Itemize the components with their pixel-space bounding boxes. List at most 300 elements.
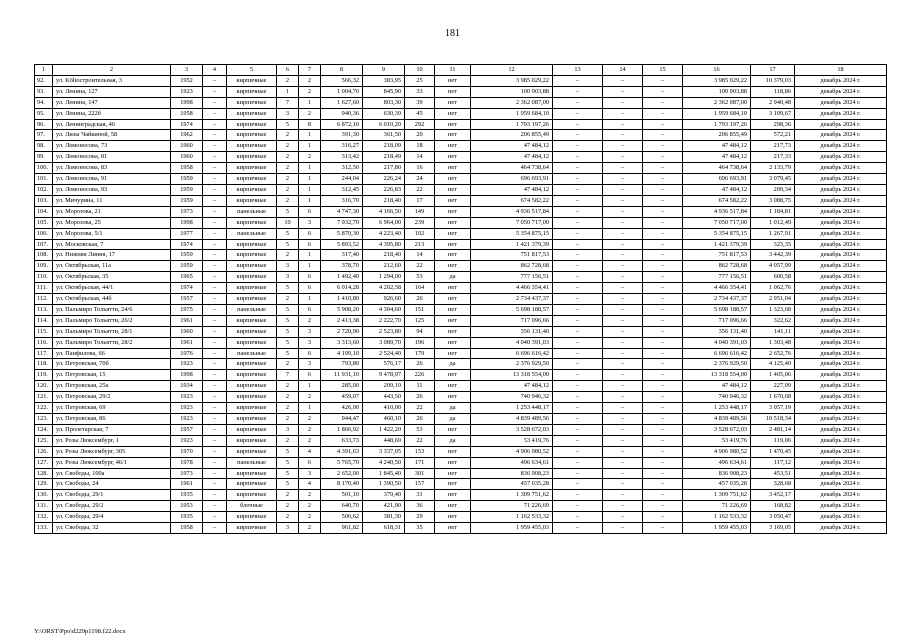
- table-cell: 940,36: [321, 108, 363, 119]
- table-cell: 6: [299, 239, 321, 250]
- table-cell: 1923: [171, 392, 203, 403]
- table-cell: 836 908,23: [471, 468, 553, 479]
- table-cell: 313,42: [321, 152, 363, 163]
- table-cell: –: [553, 468, 603, 479]
- table-cell: нет: [435, 294, 471, 305]
- table-cell: –: [643, 108, 683, 119]
- table-cell: 2 413,38: [321, 315, 363, 326]
- table-cell: кирпичные: [227, 86, 277, 97]
- table-cell: –: [643, 130, 683, 141]
- table-cell: 123.: [35, 414, 53, 425]
- table-row: [35, 163, 887, 174]
- table-cell: –: [553, 523, 603, 534]
- table-cell: –: [643, 228, 683, 239]
- table-cell: 576,17: [363, 359, 405, 370]
- table-cell: декабрь 2024 г.: [795, 294, 887, 305]
- table-cell: 14: [405, 152, 435, 163]
- table-cell: декабрь 2024 г.: [795, 381, 887, 392]
- table-cell: 1 253 448,17: [471, 403, 553, 414]
- table-cell: декабрь 2024 г.: [795, 337, 887, 348]
- table-cell: 1958: [171, 108, 203, 119]
- table-cell: –: [553, 381, 603, 392]
- table-cell: 3 442,39: [751, 250, 795, 261]
- table-cell: 5: [277, 239, 299, 250]
- table-cell: –: [603, 523, 643, 534]
- table-cell: –: [553, 512, 603, 523]
- table-cell: 1977: [171, 228, 203, 239]
- table-cell: 3: [299, 217, 321, 228]
- table-cell: 316,27: [321, 141, 363, 152]
- table-cell: 116.: [35, 337, 53, 348]
- table-cell: 1: [299, 195, 321, 206]
- table-cell: 3: [299, 326, 321, 337]
- table-cell: –: [643, 163, 683, 174]
- table-cell: 356 131,40: [683, 326, 751, 337]
- table-cell: ул. Költостроительная, 3: [53, 75, 171, 86]
- table-cell: 453,51: [751, 468, 795, 479]
- table-cell: 45: [405, 108, 435, 119]
- table-cell: 112.: [35, 294, 53, 305]
- table-cell: кирпичные: [227, 195, 277, 206]
- table-cell: 9 478,97: [363, 370, 405, 381]
- table-cell: 1935: [171, 512, 203, 523]
- table-cell: –: [553, 108, 603, 119]
- table-cell: декабрь 2024 г.: [795, 446, 887, 457]
- table-cell: –: [603, 304, 643, 315]
- table-cell: 171: [405, 457, 435, 468]
- table-cell: кирпичные: [227, 512, 277, 523]
- table-cell: –: [553, 119, 603, 130]
- table-cell: 3: [277, 523, 299, 534]
- table-cell: 751 817,53: [683, 250, 751, 261]
- table-cell: –: [203, 512, 227, 523]
- table-row: [35, 359, 887, 370]
- table-cell: панельные: [227, 206, 277, 217]
- table-cell: 217,80: [363, 163, 405, 174]
- table-cell: 217,33: [751, 152, 795, 163]
- table-cell: 674 582,22: [683, 195, 751, 206]
- table-cell: декабрь 2024 г.: [795, 86, 887, 97]
- table-cell: 4 199,10: [321, 348, 363, 359]
- table-cell: 31: [405, 490, 435, 501]
- table-cell: 421,90: [363, 501, 405, 512]
- table-cell: 95.: [35, 108, 53, 119]
- column-number-cell: 2: [53, 65, 171, 76]
- table-cell: 1: [299, 261, 321, 272]
- table-cell: 47 484,12: [471, 381, 553, 392]
- table-row: [35, 206, 887, 217]
- table-cell: 1976: [171, 348, 203, 359]
- table-cell: ул. Петровская, 15: [53, 370, 171, 381]
- table-cell: 92.: [35, 75, 53, 86]
- table-cell: панельные: [227, 457, 277, 468]
- table-cell: –: [643, 304, 683, 315]
- table-cell: декабрь 2024 г.: [795, 130, 887, 141]
- table-cell: 460,10: [363, 414, 405, 425]
- table-cell: –: [643, 239, 683, 250]
- table-cell: кирпичные: [227, 294, 277, 305]
- table-cell: 99.: [35, 152, 53, 163]
- table-cell: –: [553, 206, 603, 217]
- table-cell: ул. Свободы, 29/4: [53, 512, 171, 523]
- table-cell: 600,58: [751, 272, 795, 283]
- table-cell: –: [603, 381, 643, 392]
- table-cell: –: [643, 261, 683, 272]
- table-cell: декабрь 2024 г.: [795, 435, 887, 446]
- table-cell: 316,70: [321, 195, 363, 206]
- table-cell: 4 304,60: [363, 304, 405, 315]
- table-cell: –: [553, 97, 603, 108]
- table-cell: 24: [405, 174, 435, 185]
- table-cell: 3: [299, 337, 321, 348]
- table-cell: 410,00: [363, 403, 405, 414]
- table-cell: –: [603, 392, 643, 403]
- table-cell: –: [603, 97, 643, 108]
- table-cell: кирпичные: [227, 435, 277, 446]
- table-cell: 2: [277, 381, 299, 392]
- table-cell: –: [553, 490, 603, 501]
- table-cell: 226,83: [363, 184, 405, 195]
- table-cell: –: [203, 392, 227, 403]
- table-cell: кирпичные: [227, 283, 277, 294]
- table-cell: нет: [435, 174, 471, 185]
- table-row: [35, 435, 887, 446]
- table-cell: кирпичные: [227, 490, 277, 501]
- table-cell: нет: [435, 501, 471, 512]
- table-cell: 1 959 684,10: [683, 108, 751, 119]
- table-cell: 2: [299, 315, 321, 326]
- table-cell: –: [203, 414, 227, 425]
- table-cell: 96.: [35, 119, 53, 130]
- table-cell: 244,04: [321, 174, 363, 185]
- table-cell: 6: [299, 228, 321, 239]
- table-cell: 1 470,45: [751, 446, 795, 457]
- table-cell: да: [435, 414, 471, 425]
- table-cell: 53 419,76: [471, 435, 553, 446]
- table-cell: –: [643, 468, 683, 479]
- table-cell: 4 040 391,03: [683, 337, 751, 348]
- table-cell: 4 125,40: [751, 359, 795, 370]
- table-cell: 97.: [35, 130, 53, 141]
- table-cell: нет: [435, 370, 471, 381]
- table-cell: 26: [405, 392, 435, 403]
- table-cell: 1: [299, 97, 321, 108]
- table-cell: 5 765,70: [321, 457, 363, 468]
- table-cell: 239: [405, 217, 435, 228]
- document-file-path: Y:\ORST\Ppo\d229p1198.f22.docx: [34, 628, 126, 635]
- table-cell: да: [435, 435, 471, 446]
- table-cell: 130.: [35, 490, 53, 501]
- table-cell: 1960: [171, 141, 203, 152]
- table-cell: 4 906 980,52: [683, 446, 751, 457]
- table-cell: 1978: [171, 457, 203, 468]
- table-cell: 5 354 875,15: [683, 228, 751, 239]
- table-cell: 464 738,64: [471, 163, 553, 174]
- table-cell: кирпичные: [227, 424, 277, 435]
- table-cell: –: [603, 239, 643, 250]
- table-cell: 218,40: [363, 195, 405, 206]
- table-cell: 379,40: [363, 490, 405, 501]
- table-row: [35, 75, 887, 86]
- table-cell: 4 747,30: [321, 206, 363, 217]
- table-cell: 2: [277, 250, 299, 261]
- table-cell: декабрь 2024 г.: [795, 348, 887, 359]
- table-cell: 26: [405, 359, 435, 370]
- column-number-cell: 3: [171, 65, 203, 76]
- table-cell: 7: [277, 370, 299, 381]
- table-cell: 1 959 455,03: [471, 523, 553, 534]
- table-cell: 1 309 751,62: [683, 490, 751, 501]
- table-cell: декабрь 2024 г.: [795, 304, 887, 315]
- table-cell: 2: [277, 195, 299, 206]
- table-cell: 1 492,40: [321, 272, 363, 283]
- table-cell: 11: [405, 381, 435, 392]
- table-cell: –: [203, 435, 227, 446]
- table-cell: 2 524,40: [363, 348, 405, 359]
- table-row: [35, 217, 887, 228]
- table-cell: 323,35: [751, 239, 795, 250]
- table-cell: 1952: [171, 75, 203, 86]
- table-cell: ул. Ленина, 147: [53, 97, 171, 108]
- table-cell: –: [203, 75, 227, 86]
- table-cell: 1923: [171, 86, 203, 97]
- table-cell: 4 839 489,56: [683, 414, 751, 425]
- table-row: [35, 348, 887, 359]
- table-cell: –: [603, 250, 643, 261]
- table-cell: 1959: [171, 195, 203, 206]
- table-cell: ул. Ленина, 222б: [53, 108, 171, 119]
- table-cell: –: [203, 261, 227, 272]
- table-cell: 53: [405, 272, 435, 283]
- table-cell: кирпичные: [227, 359, 277, 370]
- table-cell: –: [203, 359, 227, 370]
- table-cell: кирпичные: [227, 414, 277, 425]
- table-cell: 53 419,76: [683, 435, 751, 446]
- table-cell: нет: [435, 512, 471, 523]
- table-cell: 381,30: [363, 512, 405, 523]
- column-number-cell: 5: [227, 65, 277, 76]
- table-cell: –: [643, 206, 683, 217]
- table-cell: 151: [405, 304, 435, 315]
- table-cell: –: [553, 326, 603, 337]
- table-cell: 1: [299, 403, 321, 414]
- table-cell: 101.: [35, 174, 53, 185]
- table-cell: 6 014,28: [321, 283, 363, 294]
- table-cell: 110.: [35, 272, 53, 283]
- table-cell: 630,39: [363, 108, 405, 119]
- table-cell: 10: [277, 217, 299, 228]
- table-cell: 5: [277, 479, 299, 490]
- table-cell: декабрь 2024 г.: [795, 75, 887, 86]
- table-cell: 5: [277, 457, 299, 468]
- table-cell: 3 528 672,03: [683, 424, 751, 435]
- table-cell: 717 096,66: [683, 315, 751, 326]
- table-cell: –: [553, 479, 603, 490]
- table-cell: 107.: [35, 239, 53, 250]
- table-cell: 1957: [171, 294, 203, 305]
- table-cell: –: [203, 424, 227, 435]
- table-cell: ул. Ломоносова, 91: [53, 174, 171, 185]
- table-cell: 312,50: [321, 163, 363, 174]
- table-cell: 3: [277, 272, 299, 283]
- table-cell: декабрь 2024 г.: [795, 523, 887, 534]
- table-cell: ул. Морозова, 5/1: [53, 228, 171, 239]
- table-cell: 6 964,00: [363, 217, 405, 228]
- table-cell: 2: [277, 359, 299, 370]
- table-cell: –: [203, 174, 227, 185]
- table-cell: ул. Пролетарская, 7: [53, 424, 171, 435]
- table-cell: 5 870,30: [321, 228, 363, 239]
- table-cell: декабрь 2024 г.: [795, 272, 887, 283]
- table-cell: 196: [405, 337, 435, 348]
- table-cell: –: [203, 119, 227, 130]
- table-cell: 128.: [35, 468, 53, 479]
- table-cell: –: [203, 479, 227, 490]
- table-cell: 209,34: [751, 184, 795, 195]
- table-cell: 4 936 517,84: [471, 206, 553, 217]
- table-cell: 22: [405, 184, 435, 195]
- table-cell: –: [553, 75, 603, 86]
- table-cell: –: [643, 479, 683, 490]
- table-cell: ул. Свободы, 29/1: [53, 490, 171, 501]
- table-row: [35, 501, 887, 512]
- table-cell: ул. Ленина, 127: [53, 86, 171, 97]
- table-cell: декабрь 2024 г.: [795, 457, 887, 468]
- table-cell: 777 156,51: [471, 272, 553, 283]
- table-cell: 13 318 554,00: [471, 370, 553, 381]
- table-cell: 1 012,49: [751, 217, 795, 228]
- column-number-cell: 12: [471, 65, 553, 76]
- table-cell: 2: [277, 403, 299, 414]
- table-cell: 22: [405, 261, 435, 272]
- table-cell: кирпичные: [227, 403, 277, 414]
- table-cell: 206 855,49: [683, 130, 751, 141]
- table-cell: кирпичные: [227, 479, 277, 490]
- table-cell: нет: [435, 228, 471, 239]
- table-cell: –: [553, 348, 603, 359]
- table-cell: нет: [435, 163, 471, 174]
- table-cell: 218,09: [363, 141, 405, 152]
- table-cell: 3 089,70: [363, 337, 405, 348]
- table-cell: 1 294,00: [363, 272, 405, 283]
- table-cell: –: [603, 490, 643, 501]
- table-cell: 1: [299, 174, 321, 185]
- table-cell: 3 985 029,22: [471, 75, 553, 86]
- table-cell: 1 004,70: [321, 86, 363, 97]
- table-cell: 2: [277, 75, 299, 86]
- table-cell: 11 931,10: [321, 370, 363, 381]
- table-row: [35, 479, 887, 490]
- table-cell: 227,09: [751, 381, 795, 392]
- table-cell: 2 222,70: [363, 315, 405, 326]
- table-cell: ул. Нижняя Линия, 17: [53, 250, 171, 261]
- table-cell: 1959: [171, 174, 203, 185]
- table-cell: декабрь 2024 г.: [795, 283, 887, 294]
- table-cell: 633,73: [321, 435, 363, 446]
- table-cell: 98.: [35, 141, 53, 152]
- table-cell: –: [553, 272, 603, 283]
- table-cell: 3: [299, 468, 321, 479]
- table-cell: нет: [435, 108, 471, 119]
- table-cell: 6 696 616,42: [683, 348, 751, 359]
- table-cell: нет: [435, 250, 471, 261]
- table-cell: 1923: [171, 414, 203, 425]
- table-cell: 126.: [35, 446, 53, 457]
- table-cell: кирпичные: [227, 315, 277, 326]
- table-cell: –: [603, 272, 643, 283]
- table-cell: 1: [299, 130, 321, 141]
- table-cell: 1960: [171, 326, 203, 337]
- table-cell: –: [203, 523, 227, 534]
- table-cell: 1998: [171, 97, 203, 108]
- table-cell: 2: [299, 414, 321, 425]
- table-cell: –: [603, 108, 643, 119]
- table-cell: 217,73: [751, 141, 795, 152]
- table-cell: нет: [435, 348, 471, 359]
- table-cell: нет: [435, 479, 471, 490]
- table-cell: декабрь 2024 г.: [795, 239, 887, 250]
- table-cell: 129.: [35, 479, 53, 490]
- table-cell: нет: [435, 152, 471, 163]
- table-cell: да: [435, 403, 471, 414]
- table-row: [35, 446, 887, 457]
- table-cell: 6: [299, 370, 321, 381]
- table-cell: 2 720,90: [321, 326, 363, 337]
- table-cell: ул. Пальмиро Тольятти, 26/2: [53, 315, 171, 326]
- table-cell: декабрь 2024 г.: [795, 490, 887, 501]
- table-cell: кирпичные: [227, 337, 277, 348]
- table-cell: 1 062,76: [751, 283, 795, 294]
- table-cell: 1 421 379,39: [683, 239, 751, 250]
- table-cell: 285,00: [321, 381, 363, 392]
- table-cell: ул. Ломоносова, 83: [53, 163, 171, 174]
- table-cell: 1935: [171, 490, 203, 501]
- table-cell: 100 903,88: [683, 86, 751, 97]
- table-cell: нет: [435, 337, 471, 348]
- table-cell: 2 523,80: [363, 326, 405, 337]
- table-cell: декабрь 2024 г.: [795, 468, 887, 479]
- table-cell: –: [643, 152, 683, 163]
- table-cell: декабрь 2024 г.: [795, 250, 887, 261]
- table-cell: 119.: [35, 370, 53, 381]
- table-cell: 4 223,40: [363, 228, 405, 239]
- table-cell: 71 226,69: [683, 501, 751, 512]
- table-cell: 17: [405, 195, 435, 206]
- table-cell: 1: [299, 294, 321, 305]
- table-cell: –: [203, 97, 227, 108]
- table-cell: 53: [405, 424, 435, 435]
- table-cell: 6 696 616,42: [471, 348, 553, 359]
- table-cell: –: [203, 326, 227, 337]
- table-cell: 2: [277, 294, 299, 305]
- table-cell: 674 582,22: [471, 195, 553, 206]
- table-cell: –: [603, 457, 643, 468]
- column-number-cell: 1: [35, 65, 53, 76]
- table-cell: –: [643, 414, 683, 425]
- table-cell: 4 166,50: [363, 206, 405, 217]
- table-cell: 2 652,76: [751, 348, 795, 359]
- table-cell: 1923: [171, 403, 203, 414]
- table-cell: 25: [405, 75, 435, 86]
- table-cell: 36: [405, 501, 435, 512]
- table-cell: нет: [435, 283, 471, 294]
- table-cell: ул. Розы Люксембург, 1: [53, 435, 171, 446]
- table-cell: 179: [405, 348, 435, 359]
- table-cell: –: [203, 152, 227, 163]
- table-cell: 35: [405, 523, 435, 534]
- table-cell: –: [643, 512, 683, 523]
- table-cell: нет: [435, 304, 471, 315]
